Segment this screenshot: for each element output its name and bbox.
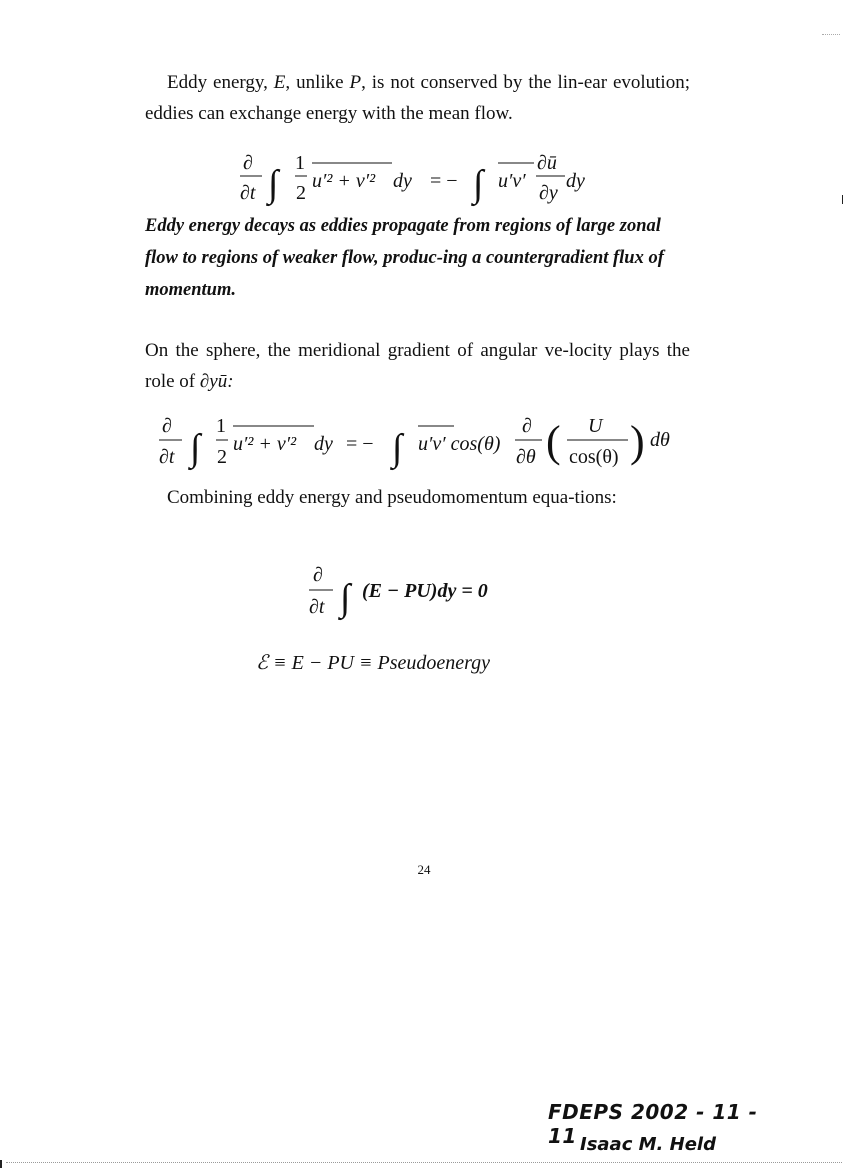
eq1-half-den: 2: [296, 182, 306, 204]
eq1-rhs: u′v′: [498, 170, 526, 192]
equation-pseudoenergy-definition: ℰ ≡ E − PU ≡ Pseudoenergy: [256, 652, 491, 674]
eq1-integral-rhs: ∫: [473, 163, 484, 205]
eq2-left-paren: (: [546, 417, 561, 466]
paragraph-combining: Combining eddy energy and pseudomomentum equa-tions:: [167, 487, 617, 508]
eq2-half-den: 2: [217, 446, 227, 468]
eq3-dt: ∂t: [309, 596, 325, 618]
eq2-frac-num: ∂: [522, 415, 532, 437]
paragraph-eddy-energy: Eddy energy, E, unlike P, is not conserved by the lin-ear evolution; eddies can exchange energy with the mean flow.: [145, 72, 690, 124]
eq1-dy2: dy: [566, 170, 585, 192]
page-number: 24: [417, 862, 431, 877]
eq1-equals: = −: [430, 170, 458, 192]
eq2-inner-num: U: [588, 415, 603, 437]
eq2-dt: ∂t: [159, 446, 175, 468]
eq2-lhs: u′² + v′²: [233, 433, 297, 455]
eq3-partial: ∂: [313, 564, 323, 586]
eq2-integral: ∫: [190, 427, 201, 469]
eq2-dy: dy: [314, 433, 333, 455]
eq1-partial: ∂: [243, 152, 253, 174]
eq3-integral: ∫: [340, 577, 351, 619]
scan-mark-left: [0, 1160, 2, 1168]
eq2-partial: ∂: [162, 415, 172, 437]
eq2-frac-den: ∂θ: [516, 446, 536, 468]
eq1-half-num: 1: [295, 152, 305, 174]
paragraph-sphere: On the sphere, the meridional gradient of angular ve-locity plays the role of ∂yū:: [145, 340, 690, 392]
eq2-rhs: u′v′ cos(θ): [418, 433, 501, 455]
eq2-dtheta: dθ: [650, 429, 670, 451]
handwritten-note-name: Isaac M. Held: [580, 1134, 716, 1155]
eq2-inner-den: cos(θ): [569, 446, 619, 468]
eq1-dy: dy: [393, 170, 412, 192]
scan-mark-top: [822, 34, 840, 35]
statement-eddy-decay: Eddy energy decays as eddies propagate from regions of large zonal flow to regions of weaker flow, produc-ing a countergradient flux of momentum.: [145, 216, 664, 300]
eq2-half-num: 1: [216, 415, 226, 437]
eq2-right-paren: ): [630, 417, 645, 466]
eq2-integral-rhs: ∫: [392, 427, 403, 469]
eq1-lhs: u′² + v′²: [312, 170, 376, 192]
eq1-integral: ∫: [268, 163, 279, 205]
eq1-frac-num: ∂ū: [537, 152, 557, 174]
eq1-frac-den: ∂y: [539, 182, 558, 204]
handwritten-note-date: FDEPS 2002 - 11 - 11: [548, 1100, 758, 1148]
eq2-equals: = −: [346, 433, 374, 455]
eq1-dt: ∂t: [240, 182, 256, 204]
scan-edge-line: [6, 1162, 842, 1163]
eq3-body: (E − PU)dy = 0: [362, 580, 488, 602]
scan-mark-right: [842, 195, 843, 204]
